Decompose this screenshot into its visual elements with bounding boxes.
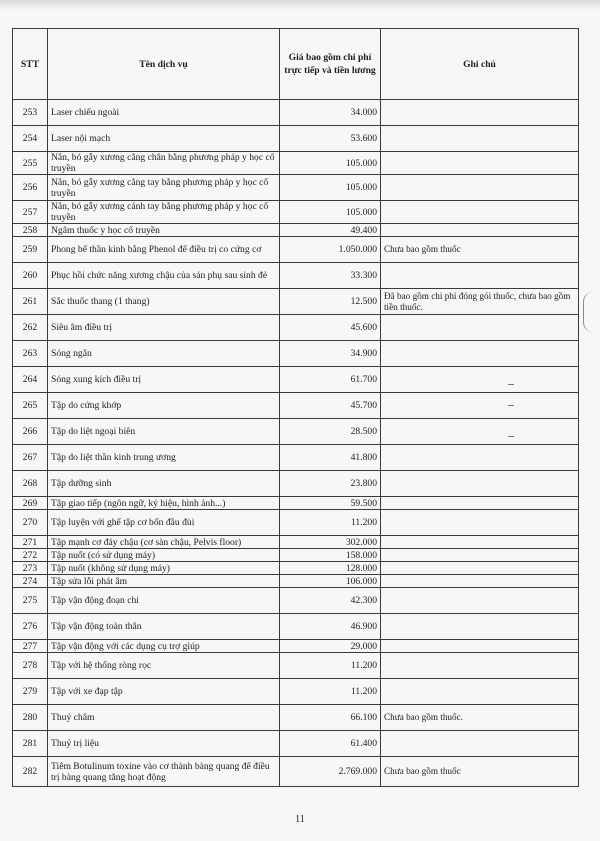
- table-row: [13, 471, 579, 497]
- table-body: [13, 100, 579, 787]
- row-price: 1.050.000: [280, 237, 381, 263]
- row-note: [381, 224, 579, 237]
- table-row: [13, 393, 579, 419]
- table-row: [13, 536, 579, 549]
- row-note: [381, 419, 579, 445]
- row-stt: 275: [13, 588, 48, 614]
- row-note: Chưa bao gồm thuốc.: [381, 705, 579, 731]
- table-row: [13, 575, 579, 588]
- table-row: [13, 315, 579, 341]
- scan-mark: [508, 405, 514, 406]
- table-row: [13, 549, 579, 562]
- header-stt: STT: [13, 29, 48, 100]
- row-price: 11.200: [280, 510, 381, 536]
- row-service-name: Nắn, bó gẫy xương cánh tay bằng phương pháp y học cổ truyền: [48, 201, 280, 224]
- row-stt: 271: [13, 536, 48, 549]
- row-stt: 264: [13, 367, 48, 393]
- table-row: [13, 289, 579, 315]
- row-note: [381, 100, 579, 126]
- table-row: [13, 224, 579, 237]
- row-service-name: Nắn, bó gẫy xương cẳng chân bằng phương pháp y học cổ truyền: [48, 152, 280, 175]
- row-stt: 265: [13, 393, 48, 419]
- row-service-name: Phong bế thần kinh bằng Phenol để điều trị co cứng cơ: [48, 237, 280, 263]
- row-service-name: Sóng ngắn: [48, 341, 280, 367]
- table-row: [13, 367, 579, 393]
- table-row: [13, 614, 579, 640]
- row-note: [381, 653, 579, 679]
- row-stt: 273: [13, 562, 48, 575]
- row-service-name: Sắc thuốc thang (1 thang): [48, 289, 280, 315]
- table-row: [13, 419, 579, 445]
- row-stt: 272: [13, 549, 48, 562]
- table-row: [13, 497, 579, 510]
- row-note: [381, 549, 579, 562]
- header-note: Ghi chú: [381, 29, 579, 100]
- row-service-name: Tập sửa lỗi phát âm: [48, 575, 280, 588]
- row-service-name: Tập do liệt ngoại biên: [48, 419, 280, 445]
- row-stt: 277: [13, 640, 48, 653]
- row-note: [381, 367, 579, 393]
- row-note: [381, 175, 579, 201]
- row-price: 2.769.000: [280, 757, 381, 787]
- table-row: [13, 705, 579, 731]
- scan-edge-shade: [0, 0, 600, 10]
- row-price: 41.800: [280, 445, 381, 471]
- row-note: Chưa bao gồm thuốc: [381, 757, 579, 787]
- row-stt: 253: [13, 100, 48, 126]
- row-service-name: Tập do liệt thần kinh trung ương: [48, 445, 280, 471]
- table-header-row: [13, 29, 579, 100]
- row-note: [381, 510, 579, 536]
- table-row: [13, 263, 579, 289]
- row-price: 42.300: [280, 588, 381, 614]
- row-note: [381, 640, 579, 653]
- row-stt: 256: [13, 175, 48, 201]
- row-price: 11.200: [280, 653, 381, 679]
- table-row: [13, 640, 579, 653]
- table-row: [13, 445, 579, 471]
- header-service-name: Tên dịch vụ: [48, 29, 280, 100]
- row-price: 12.500: [280, 289, 381, 315]
- row-stt: 260: [13, 263, 48, 289]
- header-price: Giá bao gồm chi phí trực tiếp và tiền lương: [280, 29, 381, 100]
- row-stt: 263: [13, 341, 48, 367]
- table-row: [13, 152, 579, 175]
- row-price: 45.700: [280, 393, 381, 419]
- row-note: [381, 679, 579, 705]
- row-price: 53.600: [280, 126, 381, 152]
- row-service-name: Tập vận động đoạn chi: [48, 588, 280, 614]
- table-row: [13, 731, 579, 757]
- table-row: [13, 341, 579, 367]
- row-stt: 259: [13, 237, 48, 263]
- row-price: 105.000: [280, 175, 381, 201]
- row-note: [381, 445, 579, 471]
- row-service-name: Siêu âm điều trị: [48, 315, 280, 341]
- row-note: [381, 471, 579, 497]
- row-note: [381, 126, 579, 152]
- row-note: [381, 315, 579, 341]
- row-price: 59.500: [280, 497, 381, 510]
- row-stt: 257: [13, 201, 48, 224]
- table-row: [13, 588, 579, 614]
- row-stt: 281: [13, 731, 48, 757]
- row-service-name: Tiêm Botulinum toxine vào cơ thành bàng quang để điều trị bàng quang tăng hoạt động: [48, 757, 280, 787]
- row-note: Đã bao gồm chi phí đóng gói thuốc, chưa bao gồm tiền thuốc.: [381, 289, 579, 315]
- row-note: [381, 562, 579, 575]
- table-row: [13, 175, 579, 201]
- page-number: 11: [295, 814, 305, 825]
- row-price: 23.800: [280, 471, 381, 497]
- row-stt: 282: [13, 757, 48, 787]
- row-price: 34.000: [280, 100, 381, 126]
- row-price: 128.000: [280, 562, 381, 575]
- row-note: [381, 588, 579, 614]
- side-stamp-mark: [583, 292, 598, 332]
- row-stt: 258: [13, 224, 48, 237]
- row-stt: 270: [13, 510, 48, 536]
- row-price: 105.000: [280, 201, 381, 224]
- row-service-name: Tập vận động toàn thân: [48, 614, 280, 640]
- row-price: 28.500: [280, 419, 381, 445]
- row-service-name: Ngâm thuốc y học cổ truyền: [48, 224, 280, 237]
- row-note: [381, 263, 579, 289]
- row-service-name: Tập nuốt (không sử dụng máy): [48, 562, 280, 575]
- row-note: [381, 152, 579, 175]
- row-price: 34.900: [280, 341, 381, 367]
- row-price: 29.000: [280, 640, 381, 653]
- row-note: Chưa bao gồm thuốc: [381, 237, 579, 263]
- row-note: [381, 536, 579, 549]
- row-stt: 278: [13, 653, 48, 679]
- row-stt: 262: [13, 315, 48, 341]
- row-stt: 280: [13, 705, 48, 731]
- row-service-name: Thuỷ châm: [48, 705, 280, 731]
- row-note: [381, 497, 579, 510]
- row-price: 11.200: [280, 679, 381, 705]
- row-service-name: Laser nội mạch: [48, 126, 280, 152]
- row-stt: 267: [13, 445, 48, 471]
- row-service-name: Tập với xe đạp tập: [48, 679, 280, 705]
- row-service-name: Sóng xung kích điều trị: [48, 367, 280, 393]
- row-service-name: Tập nuốt (có sử dụng máy): [48, 549, 280, 562]
- row-note: [381, 575, 579, 588]
- row-price: 66.100: [280, 705, 381, 731]
- table-row: [13, 757, 579, 787]
- row-note: [381, 731, 579, 757]
- row-service-name: Tập dưỡng sinh: [48, 471, 280, 497]
- row-price: 45.600: [280, 315, 381, 341]
- table-row: [13, 653, 579, 679]
- row-price: 158.000: [280, 549, 381, 562]
- scan-mark: [508, 384, 514, 385]
- row-note: [381, 393, 579, 419]
- row-service-name: Tập vận động với các dụng cụ trợ giúp: [48, 640, 280, 653]
- row-price: 302.000: [280, 536, 381, 549]
- row-stt: 274: [13, 575, 48, 588]
- row-stt: 279: [13, 679, 48, 705]
- row-service-name: Laser chiếu ngoài: [48, 100, 280, 126]
- scan-mark: [508, 436, 514, 437]
- row-service-name: Nắn, bó gẫy xương cẳng tay bằng phương pháp y học cổ truyền: [48, 175, 280, 201]
- row-price: 61.700: [280, 367, 381, 393]
- row-note: [381, 201, 579, 224]
- row-price: 106.000: [280, 575, 381, 588]
- row-price: 46.900: [280, 614, 381, 640]
- table-row: [13, 201, 579, 224]
- row-stt: 269: [13, 497, 48, 510]
- row-service-name: Tập với hệ thống ròng rọc: [48, 653, 280, 679]
- row-service-name: Phục hồi chức năng xương chậu của sản phụ sau sinh đẻ: [48, 263, 280, 289]
- row-note: [381, 341, 579, 367]
- table-row: [13, 126, 579, 152]
- row-stt: 261: [13, 289, 48, 315]
- service-fee-table: [12, 28, 579, 787]
- row-stt: 255: [13, 152, 48, 175]
- row-price: 61.400: [280, 731, 381, 757]
- row-stt: 268: [13, 471, 48, 497]
- row-stt: 254: [13, 126, 48, 152]
- row-service-name: Tập giao tiếp (ngôn ngữ, ký hiệu, hình ảnh...): [48, 497, 280, 510]
- row-service-name: Thuỷ trị liệu: [48, 731, 280, 757]
- row-service-name: Tập mạnh cơ đáy chậu (cơ sàn chậu, Pelvis floor): [48, 536, 280, 549]
- row-note: [381, 614, 579, 640]
- table-row: [13, 100, 579, 126]
- row-price: 105.000: [280, 152, 381, 175]
- row-service-name: Tập do cứng khớp: [48, 393, 280, 419]
- row-price: 49.400: [280, 224, 381, 237]
- table-row: [13, 237, 579, 263]
- row-price: 33.300: [280, 263, 381, 289]
- table-row: [13, 510, 579, 536]
- row-stt: 266: [13, 419, 48, 445]
- table-row: [13, 679, 579, 705]
- row-stt: 276: [13, 614, 48, 640]
- row-service-name: Tập luyện với ghế tập cơ bốn đầu đùi: [48, 510, 280, 536]
- table-row: [13, 562, 579, 575]
